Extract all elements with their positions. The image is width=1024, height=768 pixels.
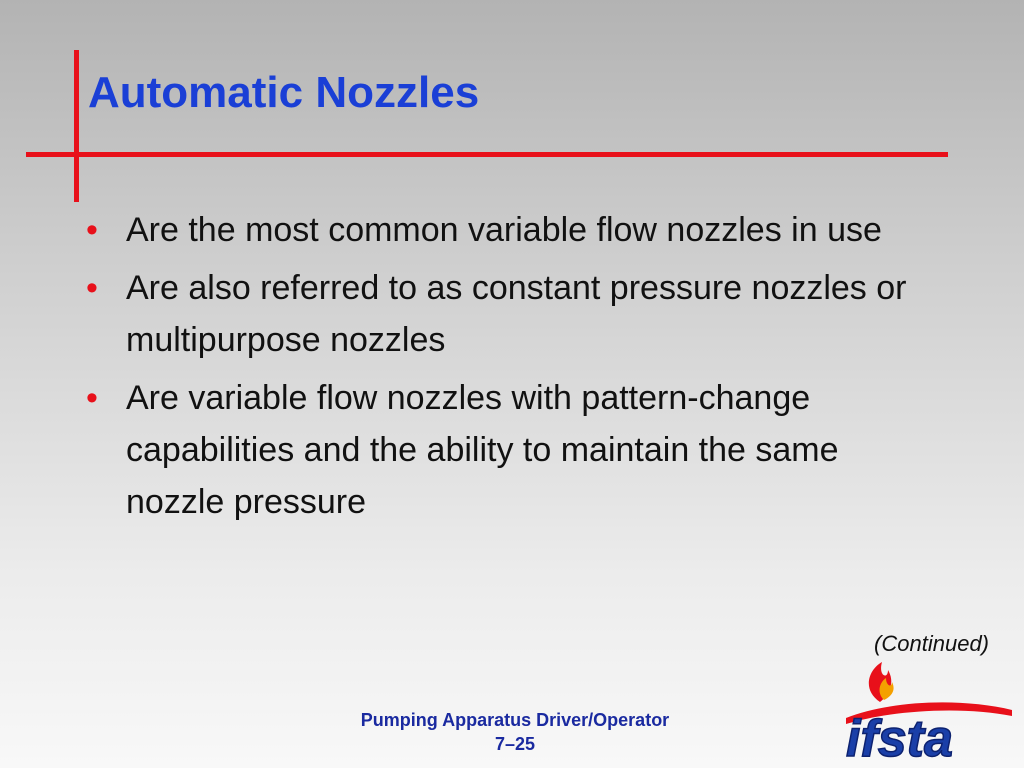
bullet-marker-icon: • bbox=[86, 269, 98, 307]
footer bbox=[300, 708, 730, 756]
continued-note: (Continued) bbox=[874, 631, 989, 656]
bullet-item bbox=[86, 204, 916, 256]
bullet-text: Are the most common variable flow nozzles in use bbox=[126, 211, 882, 249]
flame-logo-icon bbox=[869, 662, 894, 702]
ifsta-logo bbox=[832, 640, 1022, 768]
footer-course-title: Pumping Apparatus Driver/Operator bbox=[360, 710, 670, 730]
bullet-marker-icon: • bbox=[86, 379, 98, 417]
bullet-marker-icon: • bbox=[86, 211, 98, 249]
bullet-item bbox=[86, 262, 916, 366]
bullet-text: Are also referred to as constant pressure nozzles or multipurpose nozzles bbox=[126, 269, 907, 359]
bullet-text: Are variable flow nozzles with pattern-change capabilities and the ability to maintain the same nozzle pressure bbox=[126, 379, 839, 521]
footer-page-number: 7–25 bbox=[494, 734, 536, 754]
horizontal-accent-line bbox=[26, 152, 948, 157]
slide-title: Automatic Nozzles bbox=[88, 68, 480, 117]
bullet-item bbox=[86, 372, 916, 528]
vertical-accent-line bbox=[74, 50, 79, 202]
bullet-list bbox=[86, 204, 916, 534]
svg-text:ifsta: ifsta bbox=[846, 710, 953, 768]
